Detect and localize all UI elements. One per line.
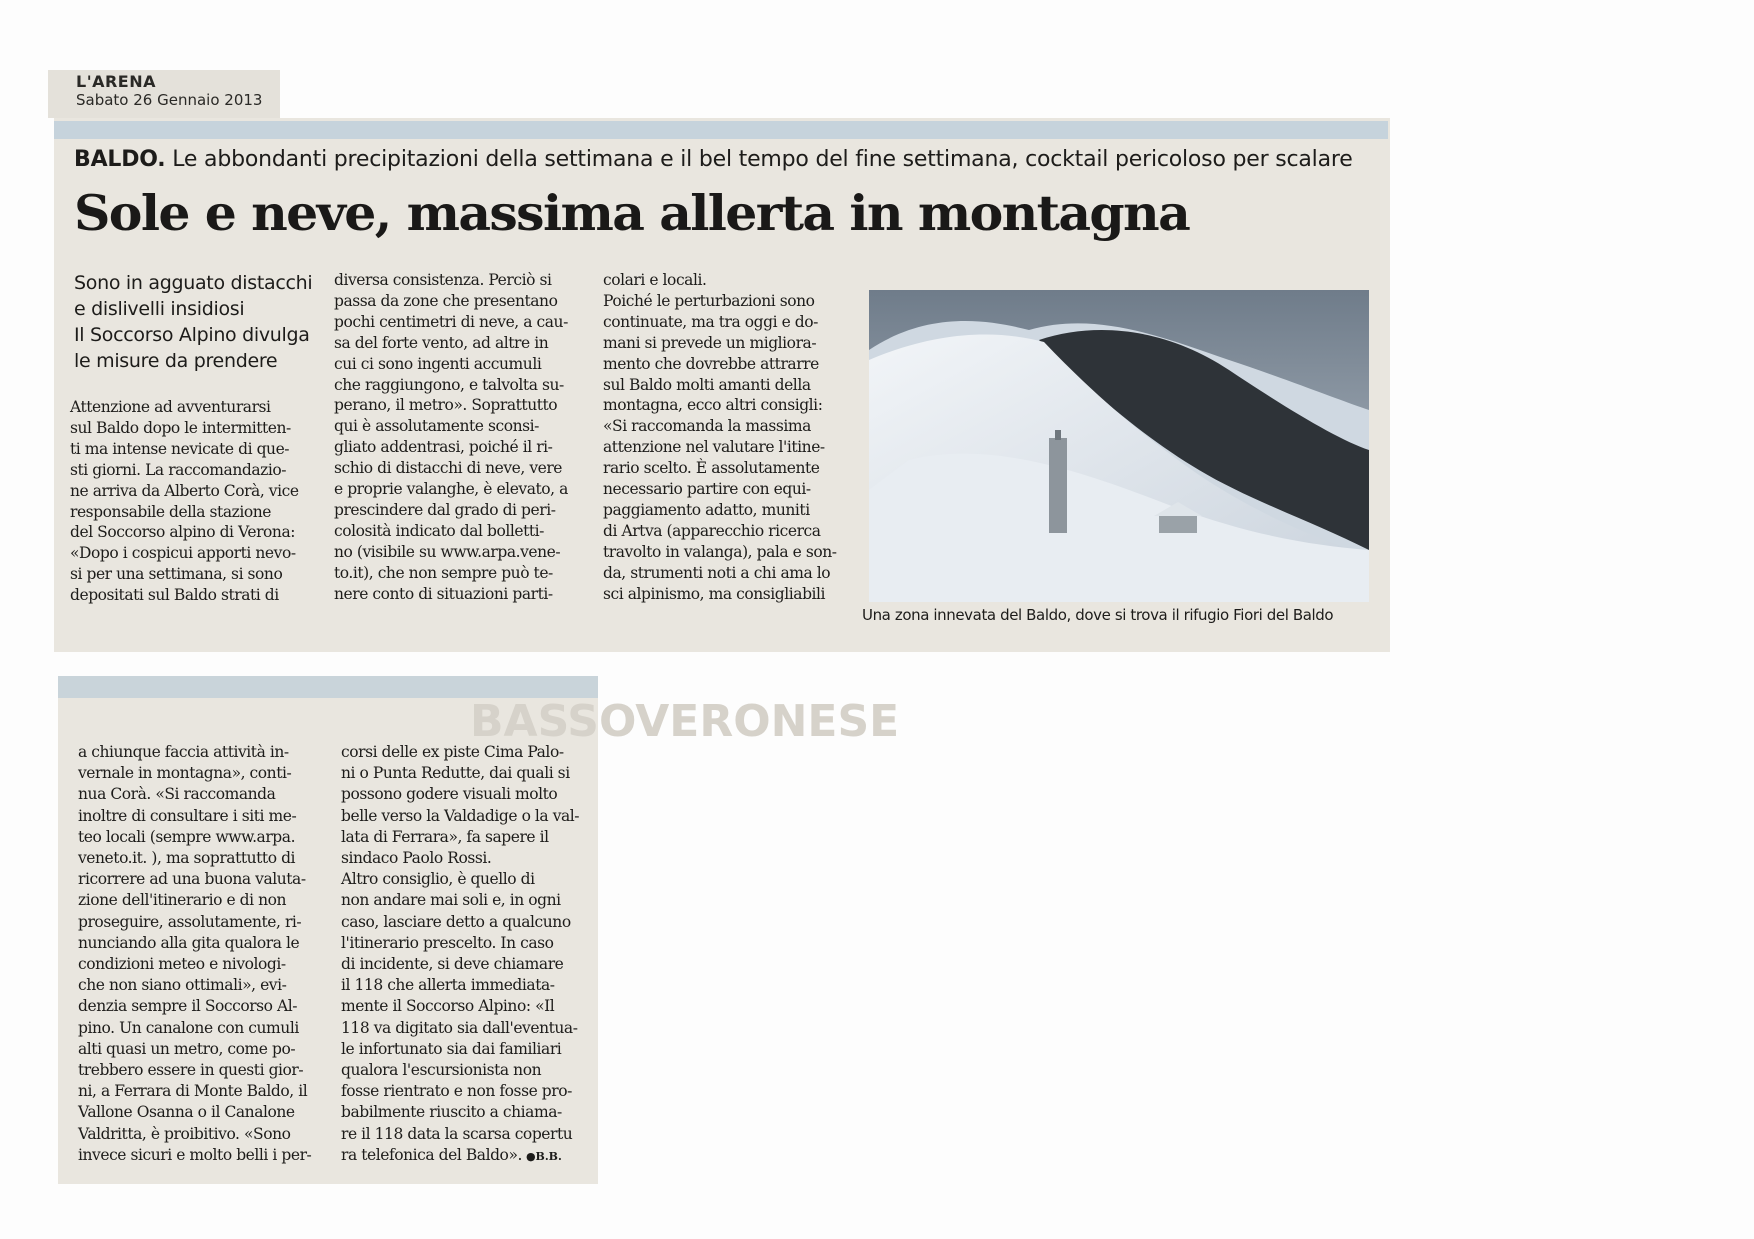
text-line: possono godere visuali molto (341, 785, 558, 804)
text-line: ricorrere ad una buona valuta- (78, 870, 306, 889)
text-line: gliato addentrasi, poiché il ri- (334, 438, 553, 457)
text-line: nua Corà. «Si raccomanda (78, 785, 276, 804)
article-kicker (74, 147, 1353, 172)
text-line: pochi centimetri di neve, a cau- (334, 312, 568, 331)
newspaper-name: L'ARENA (76, 72, 156, 91)
text-line: alti quasi un metro, come po- (78, 1039, 296, 1058)
text-line: si per una settimana, si sono (70, 565, 283, 584)
text-line: teo locali (sempre www.arpa. (78, 827, 296, 846)
text-line: Attenzione ad avventurarsi (70, 398, 271, 416)
text-line: proseguire, assolutamente, ri- (78, 912, 302, 931)
text-line: qualora l'escursionista non (341, 1061, 542, 1080)
text-line: diversa consistenza. Perciò si (334, 271, 552, 289)
text-line: «Dopo i cospicui apporti nevo- (70, 544, 296, 563)
article-column-1 (70, 397, 314, 606)
text-line: rario scelto. È assolutamente (603, 459, 820, 478)
subheadline-line: le misure da prendere (74, 350, 278, 372)
text-line: nunciando alla gita qualora le (78, 933, 300, 952)
text-line: del Soccorso alpino di Verona: (70, 523, 296, 542)
text-line: attenzione nel valutare l'itine- (603, 438, 825, 457)
text-line: caso, lasciare detto a qualcuno (341, 912, 571, 931)
text-line: a chiunque faccia attività in- (78, 743, 289, 761)
text-line: inoltre di consultare i siti me- (78, 806, 297, 825)
text-line: Valdritta, è proibitivo. «Sono (78, 1124, 291, 1143)
text-line: zione dell'itinerario e di non (78, 891, 287, 910)
text-line: cui ci sono ingenti accumuli (334, 354, 542, 373)
text-line: ti ma intense nevicate di que- (70, 439, 290, 458)
text-line: ni, a Ferrara di Monte Baldo, il (78, 1082, 308, 1101)
author-byline: ●B.B. (525, 1149, 562, 1163)
text-line: no (visibile su www.arpa.vene- (334, 542, 561, 561)
text-line: Poiché le perturbazioni sono (603, 291, 815, 310)
text-line: condizioni meteo e nivologi- (78, 955, 286, 974)
publication-date: Sabato 26 Gennaio 2013 (76, 91, 263, 109)
text-line: nere conto di situazioni parti- (334, 584, 553, 603)
text-line: Altro consiglio, è quello di (341, 870, 535, 889)
text-line: 118 va digitato sia dall'eventua- (341, 1018, 578, 1037)
text-line: re il 118 data la scarsa copertu (341, 1124, 573, 1143)
text-line: fosse rientrato e non fosse pro- (341, 1082, 572, 1101)
text-line: qui è assolutamente sconsi- (334, 417, 539, 436)
clipping-color-band (54, 121, 1388, 139)
continuation-column-2 (341, 742, 595, 1166)
text-line: ne arriva da Alberto Corà, vice (70, 481, 299, 500)
text-line: sul Baldo molti amanti della (603, 375, 811, 394)
text-line: pino. Un canalone con cumuli (78, 1018, 299, 1037)
text-line: sti giorni. La raccomandazio- (70, 460, 287, 479)
text-line: perano, il metro». Soprattutto (334, 396, 558, 415)
kicker-text: Le abbondanti precipitazioni della settimana e il bel tempo del fine settimana, cocktail pericoloso per scalare (172, 147, 1353, 172)
text-line: continuate, ma tra oggi e do- (603, 312, 818, 331)
bleed-through-text: BASSOVERONESE (470, 696, 900, 747)
text-line: necessario partire con equi- (603, 480, 811, 499)
text-line: invece sicuri e molto belli i per- (78, 1145, 312, 1164)
subheadline-line: Il Soccorso Alpino divulga (74, 324, 310, 346)
text-line: colari e locali. (603, 271, 707, 289)
text-line: mente il Soccorso Alpino: «Il (341, 997, 555, 1016)
text-line: «Si raccomanda la massima (603, 417, 811, 436)
text-line: sindaco Paolo Rossi. (341, 849, 492, 868)
text-line: to.it), che non sempre può te- (334, 563, 553, 582)
text-line: le infortunato sia dai familiari (341, 1039, 562, 1058)
text-line: e proprie valanghe, è elevato, a (334, 480, 568, 499)
snowy-mountain-image (869, 290, 1369, 602)
text-line: non andare mai soli e, in ogni (341, 891, 561, 910)
continuation-column-1 (78, 742, 330, 1166)
text-line: mento che dovrebbe attrarre (603, 354, 819, 373)
text-line: schio di distacchi di neve, vere (334, 459, 563, 478)
text-line: mani si prevede un migliora- (603, 333, 817, 352)
text-line: ra telefonica del Baldo». (341, 1145, 522, 1164)
text-line: Vallone Osanna o il Canalone (78, 1103, 295, 1122)
text-line: il 118 che allerta immediata- (341, 976, 555, 995)
text-line: belle verso la Valdadige o la val- (341, 806, 580, 825)
text-line: paggiamento adatto, muniti (603, 500, 810, 519)
text-line: prescindere dal grado di peri- (334, 500, 556, 519)
text-line: sci alpinismo, ma consigliabili (603, 584, 826, 603)
text-line: corsi delle ex piste Cima Palo- (341, 743, 564, 761)
text-line: responsabile della stazione (70, 502, 271, 521)
kicker-label: BALDO. (74, 147, 166, 172)
text-line: denzia sempre il Soccorso Al- (78, 997, 298, 1016)
text-line: babilmente riuscito a chiama- (341, 1103, 562, 1122)
text-line: trebbero essere in questi gior- (78, 1061, 304, 1080)
text-line: che non siano ottimali», evi- (78, 976, 287, 995)
mountain-photo (869, 290, 1369, 602)
text-line: passa da zone che presentano (334, 291, 558, 310)
article-subheadline (74, 270, 314, 374)
article-headline: Sole e neve, massima allerta in montagna (74, 184, 1190, 242)
text-line: lata di Ferrara», fa sapere il (341, 827, 549, 846)
text-line: veneto.it. ), ma soprattutto di (78, 849, 296, 868)
text-line: montagna, ecco altri consigli: (603, 396, 823, 415)
text-line: depositati sul Baldo strati di (70, 586, 279, 605)
text-line: che raggiungono, e talvolta su- (334, 375, 564, 394)
text-line: vernale in montagna», conti- (78, 764, 292, 783)
photo-caption: Una zona innevata del Baldo, dove si trova il rifugio Fiori del Baldo (862, 606, 1334, 624)
text-line: l'itinerario prescelto. In caso (341, 933, 554, 952)
text-line: di incidente, si deve chiamare (341, 955, 564, 974)
text-line: sa del forte vento, ad altre in (334, 333, 549, 352)
text-line: di Artva (apparecchio ricerca (603, 521, 821, 540)
text-line: da, strumenti noti a chi ama lo (603, 563, 831, 582)
article-column-2 (334, 270, 588, 605)
text-line: ni o Punta Redutte, dai quali si (341, 764, 570, 783)
subheadline-line: e dislivelli insidiosi (74, 298, 245, 320)
text-line: travolto in valanga), pala e son- (603, 542, 837, 561)
text-line: sul Baldo dopo le intermitten- (70, 418, 291, 437)
subheadline-line: Sono in agguato distacchi (74, 272, 313, 294)
continuation-color-band (58, 676, 598, 698)
text-line: colosità indicato dal bolletti- (334, 521, 544, 540)
article-column-3 (603, 270, 863, 605)
